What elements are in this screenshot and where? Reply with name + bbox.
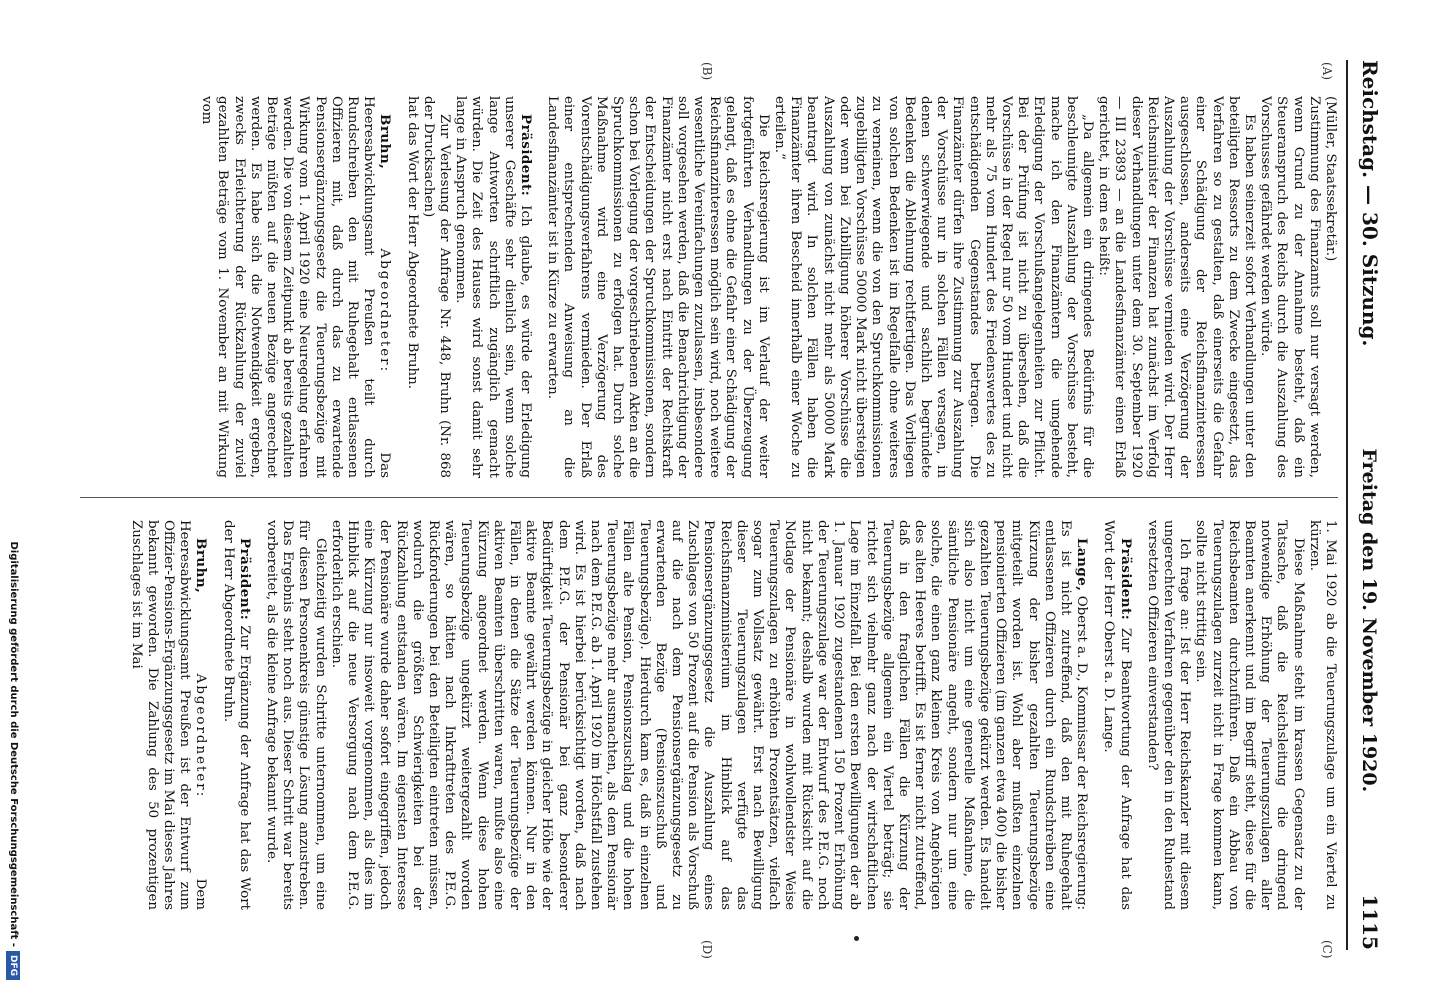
margin-marker-a: (A): [1320, 62, 1334, 81]
speech-text: Zur Beantwortung der Anfrage hat das Wort der Herr Oberst a. D. Lange.: [1101, 520, 1133, 910]
speaker-name: Bruhn,: [377, 114, 394, 170]
print-dot: [854, 936, 859, 941]
page-number: 1115: [1358, 894, 1382, 950]
speech-text: Dem Heeresabwicklungsamt Preußen ist der Entwurf zum Offizier-Pensions-Ergänzungsgesetz im Mai dieses Jahres bekannt geworden. Die Zahlung des 50 prozentigen Zuschlages ist im Mai: [128, 520, 209, 910]
speaker-role: Abgeordneter:: [377, 248, 393, 374]
speaker-continuation: (Müller, Staatssekretär.): [1323, 96, 1338, 262]
dfg-logo: DFG: [6, 951, 20, 980]
speech-paragraph: [127, 520, 209, 910]
margin-marker-b: (B): [700, 62, 714, 81]
speaker-name: Präsident:: [236, 538, 253, 621]
speech-paragraph: [1100, 520, 1133, 910]
right-column: [80, 520, 1338, 910]
running-header: [1346, 60, 1382, 950]
paragraph: hat das Wort der Herr Abgeordnete Bruhn.: [404, 96, 420, 389]
header-left: Reichstag. — 30. Sitzung.: [1358, 60, 1382, 347]
speaker-role: Abgeordneter:: [193, 673, 209, 799]
speech-text: Das Heeresabwicklungsamt Preußen teilt durch Rundschreiben den mit Ruhegehalt entlassenen Offizieren mit, daß durch das zu erwartende Pensionsergänzungsgesetz die Teuerungsbezüge mit Wirkung vom 1. April 1920 eine Neuregelung erfahren werden. Die von diesem Zeitpunkt ab bereits gezahlten Beträge müßten auf die neuen Bezüge angerechnet werden. Es habe sich die Notwendigkeit ergeben, zwecks Erleichterung der Rückzahlung der zuviel gezahlten Beträge vom 1. November an mit Wirkung vom: [199, 96, 393, 478]
paragraph: Diese Maßnahme steht im krassen Gegensatz zu der Tatsache, daß die Reichsleitung die dringend notwendige Erhöhung der Teuerungszulagen aller Beamten anerkennt und im Begriff steht, diese für die Reichsbeamten durchzuführen. Daß ein Abbau von Teuerungszulagen zurzeit nicht in Frage kommen kann, sollte nicht strittig sein.: [1193, 520, 1306, 910]
speech-text: Oberst a. D., Kommissar der Reichsregierung: Es ist nicht zutreffend, daß den mit Ruhegehalt entlassenen Offizieren durch ein Rundschreiben eine Kürzung der bisher gezahlten Teuerungsbezüge mitgeteilt worden ist. Wohl aber mußten einzelnen pensionierten Offizieren (im ganzen etwa 400) die bisher gezahlten Teuerungsbezüge gekürzt werden. Es handelt sich also nicht um eine generelle Maßnahme, die sämtliche Pensionäre angeht, sondern nur um eine solche, die einen ganz kleinen Kreis von Angehörigen des alten Heeres betrifft. Es ist ferner nicht zutreffend, daß in den fraglichen Fällen die Kürzung der Teuerungsbezüge allgemein ein Viertel beträgt; sie richtet sich vielmehr ganz nach der wirtschaftlichen Lage im Einzelfall. Bei den ersten Bewilligungen der ab 1. Januar 1920 zugestandenen 150 Prozent Erhöhung der Teuerungszulage war der Entwurf des P.E.G. noch nicht bekannt; deshalb wurden mit Rücksicht auf die Notlage der Pensionäre in wohlwollendster Weise Teuerungszulagen zu erhöhten Prozentsätzen, vielfach sogar zum Vollsatz gewährt. Erst nach Bewilligung dieser Teuerungszulagen verfügte das Reichsfinanzministerium im Hinblick auf das Pensionsergänzungsgesetz die Auszahlung eines Zuschlages von 50 Prozent auf die Pension als Vorschuß auf die nach dem Pensionsergänzungsgesetz zu erwartenden Bezüge (Pensionszuschuß und Teuerungsbezüge). Hierdurch kam es, daß in einzelnen Fällen alte Pension, Pensionszuschlag und die hohen Teuerungsbezüge mehr ausmachten, als dem Pensionär nach dem P.E.G. ab 1. April 1920 im Höchstfall zustehen wird. Es ist hierbei berücksichtigt worden, daß nach dem P.E.G. der Pensionär bei ganz besonderer Bedürftigkeit Teuerungsbezüge in gleicher Höhe wie der aktive Beamte gewährt werden können. Nur in den Fällen, in denen die Sätze der Teuerungsbezüge der aktiven Beamten überschritten waren, mußte also eine Kürzung angeordnet werden. Wenn diese hohen Teuerungsbezüge ungekürzt weitergezahlt worden wären, so hätten nach Inkrafttreten des P.E.G. Rückforderungen bei den Beteiligten eintreten müssen, wodurch die größten Schwierigkeiten bei der Rückzahlung entstanden wären. Im eigensten Interesse der Pensionäre wurde daher sofort eingegriffen, jedoch eine Kürzung nur insoweit vorgenommen, als dies im Hinblick auf die neue Versorgung nach dem P.E.G. erforderlich erschien.: [328, 520, 1090, 910]
column-divider: [80, 497, 1338, 498]
left-column: [80, 96, 1338, 478]
speaker-name: Präsident:: [518, 114, 535, 197]
paragraph: Zur Verlesung der Anfrage Nr. 448, Bruhn (Nr. 868 der Drucksachen): [420, 96, 453, 478]
paragraph: Gleichzeitig wurden Schritte unternommen, um eine für diesen Personenkreis günstige Lösung anzustreben. Das Ergebnis steht noch aus. Dieser Schritt war bereits vorbereitet, als die kleine Anfrage bekannt wurde.: [264, 520, 328, 910]
digitization-credit: [0, 0, 26, 1000]
margin-marker-d: (D): [700, 940, 714, 959]
speech-paragraph: [328, 520, 1091, 910]
credit-text: [6, 541, 20, 980]
speaker-name: Lange,: [1074, 538, 1091, 592]
paragraph: Es haben seinerzeit sofort Verhandlungen unter den beteiligten Ressorts zu dem Zwecke eingesetzt, das Verfahren so zu gestalten, daß einerseits die Gefahr einer Schädigung der Reichsfinanzinteressen ausgeschlossen, anderseits eine Verzögerung der Auszahlung der Vorschüsse vermieden wird. Der Herr Reichsminister der Finanzen hat zunächst im Verfolg dieser Verhandlungen unter dem 30. September 1920 — III 23893 — an die Landesfinanzämter einen Erlaß gerichtet, in dem es heißt:: [1096, 96, 1257, 478]
quoted-decree: „Da allgemein ein dringendes Bedürfnis für die beschleunigte Auszahlung der Vorschüsse besteht, mache ich den Finanzämtern die umgehende Erledigung der Vorschußangelegenheiten zur Pflicht. Bei der Prüfung ist nicht zu übersehen, daß die Vorschüsse in der Regel nur 50 vom Hundert und nicht mehr als 75 vom Hundert des Friedenswertes des zu entschädigenden Gegenstandes betragen. Die Finanzämter dürfen ihre Zustimmung zur Auszahlung der Vorschüsse nur in solchen Fällen versagen, in denen schwerwiegende und sachlich begründete Bedenken die Ablehnung rechtfertigen. Das Vorliegen von solchen Bedenken ist im Regelfalle ohne weiteres zu verneinen, wenn die von den Spruchkommissionen zugebilligten Vorschüsse 50000 Mark nicht übersteigen oder wenn bei Zubilligung höherer Vorschüsse die Auszahlung von zunächst nicht mehr als 50000 Mark beantragt wird. In solchen Fällen haben die Finanzämter ihren Bescheid innerhalb einer Woche zu erteilen.“: [772, 96, 1095, 478]
header-date: Freitag den 19. November 1920.: [1358, 448, 1380, 793]
paragraph: Ich frage an: Ist der Herr Reichskanzler mit diesem ungerechten Verfahren gegenüber den in den Ruhestand versetzten Offizieren einverstanden?: [1144, 520, 1193, 910]
speech-text: Zur Ergänzung der Anfrage hat das Wort der Herr Abgeordnete Bruhn.: [220, 520, 252, 910]
speech-paragraph: [219, 520, 252, 910]
credit-label: Digitalisierung gefördert durch die Deutsche Forschungsgemeinschaft -: [8, 541, 19, 947]
margin-marker-c: (C): [1320, 940, 1334, 959]
speaker-name: Präsident:: [1117, 538, 1134, 621]
speech-paragraph: [452, 96, 534, 478]
paragraph: 1. Mai 1920 ab die Teuerungszulage um ein Viertel zu kürzen.: [1306, 520, 1338, 910]
paragraph: Zustimmung des Finanzamts soll nur versagt werden, wenn Grund zu der Annahme besteht, daß ein Steueranspruch des Reichs durch die Auszahlung des Vorschusses gefährdet werden würde.: [1258, 96, 1322, 478]
speaker-name: Bruhn,: [193, 538, 210, 594]
speech-text: Ich glaube, es würde der Erledigung unserer Geschäfte sehr dienlich sein, wenn solche lange Antworten schriftlich zugänglich gemacht würden. Die Zeit des Hauses wird sonst damit sehr lange in Anspruch genommen.: [453, 96, 534, 478]
speech-paragraph: [198, 96, 393, 478]
paragraph: Die Reichsregierung ist im Verlauf der weiter fortgeführten Verhandlungen zu der Überzeugung gelangt, daß es ohne die Gefahr einer Schädigung der Reichsfinanzinteressen möglich sein wird, noch weitere wesentliche Vereinfachungen zuzulassen, insbesondere soll vorgesehen werden, daß die Benachrichtigung der Finanzämter nicht erst nach Eintritt der Rechtskraft der Entscheidungen der Spruchkommissionen, sondern schon bei Vorlegung der vorgeschriebenen Akten an die Spruchkommissionen zu erfolgen hat. Durch solche Maßnahme wird eine Verzögerung des Vorentschädigungsverfahrens vermieden. Der Erlaß einer entsprechenden Anweisung an die Landesfinanzämter ist in Kürze zu erwarten.: [545, 96, 771, 478]
